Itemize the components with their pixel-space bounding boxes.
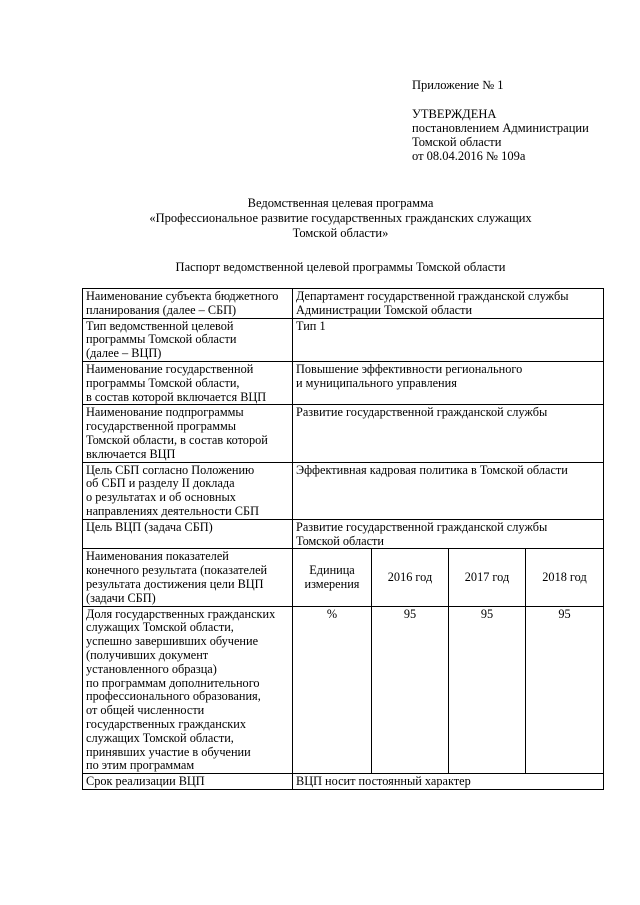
table-row: [83, 519, 604, 549]
document-title: [0, 196, 640, 241]
passport-table: [82, 288, 604, 790]
unit-header: Единица измерения: [293, 549, 372, 606]
approved-by-line2: Томской области: [412, 135, 502, 149]
row-value: Департамент государственной гражданской службы Администрации Томской области: [293, 289, 604, 319]
row-label: Цель СБП согласно Положению об СБП и разделу II доклада о результатах и об основных направлениях деятельности СБП: [83, 462, 293, 519]
table-row: [83, 462, 604, 519]
table-row: [83, 361, 604, 404]
title-line: Томской области»: [292, 226, 389, 240]
approved-by-line1: постановлением Администрации: [412, 121, 589, 135]
row-label: Наименование государственной программы Томской области, в состав которой включается ВЦП: [83, 361, 293, 404]
indicators-header-label: Наименования показателей конечного результата (показателей результата достижения цели ВЦП (задачи СБП): [83, 549, 293, 606]
table-row: [83, 774, 604, 790]
title-line: «Профессиональное развитие государственных гражданских служащих: [149, 211, 532, 225]
row-value: Эффективная кадровая политика в Томской области: [293, 462, 604, 519]
indicator-unit: %: [293, 606, 372, 774]
indicator-label: Доля государственных гражданских служащих Томской области, успешно завершивших обучение (получивших документ установленного образца) по программам дополнительного профессионального образования, от общей численности государственных гражданских служащих Томской области, принявших участие в обучении по этим программам: [83, 606, 293, 774]
approved-label: УТВЕРЖДЕНА: [412, 107, 497, 121]
year-header: 2016 год: [372, 549, 449, 606]
row-value: Повышение эффективности регионального и муниципального управления: [293, 361, 604, 404]
term-value: ВЦП носит постоянный характер: [293, 774, 604, 790]
row-label: Тип ведомственной целевой программы Томской области (далее – ВЦП): [83, 318, 293, 361]
approval-date-number: от 08.04.2016 № 109а: [412, 149, 526, 163]
indicator-value: 95: [526, 606, 604, 774]
indicators-header-row: [83, 549, 604, 606]
row-value: Развитие государственной гражданской службы: [293, 405, 604, 462]
table-row: [83, 289, 604, 319]
indicator-value: 95: [449, 606, 526, 774]
row-label: Наименование подпрограммы государственной программы Томской области, в состав которой включается ВЦП: [83, 405, 293, 462]
year-header: 2018 год: [526, 549, 604, 606]
row-value: Тип 1: [293, 318, 604, 361]
appendix-label: Приложение № 1: [412, 78, 504, 92]
row-label: Наименование субъекта бюджетного планирования (далее – СБП): [83, 289, 293, 319]
row-label: Цель ВЦП (задача СБП): [83, 519, 293, 549]
term-label: Срок реализации ВЦП: [83, 774, 293, 790]
table-row: [83, 405, 604, 462]
title-line: Ведомственная целевая программа: [247, 196, 434, 210]
year-header: 2017 год: [449, 549, 526, 606]
table-row: [83, 318, 604, 361]
indicator-value: 95: [372, 606, 449, 774]
passport-subtitle: Паспорт ведомственной целевой программы Томской области: [175, 260, 506, 274]
row-value: Развитие государственной гражданской службы Томской области: [293, 519, 604, 549]
approval-block: [412, 78, 589, 163]
indicator-row: [83, 606, 604, 774]
